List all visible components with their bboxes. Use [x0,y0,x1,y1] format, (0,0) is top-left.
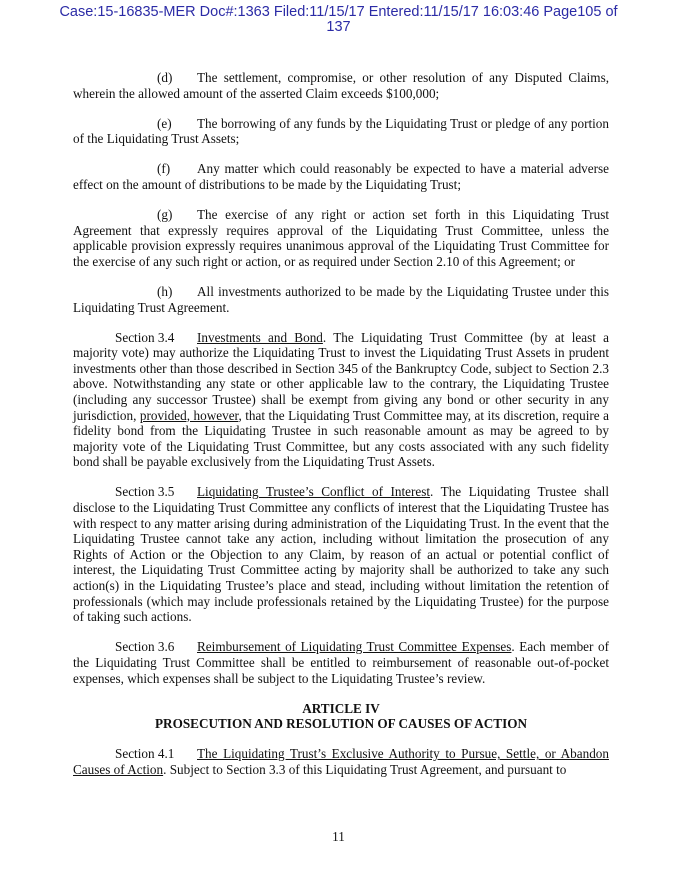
list-item [73,70,609,101]
header-line-2: 137 [326,19,351,35]
section-text: . The Liquidating Trust Committee (by at least a majority vote) may authorize the Liquidating Trust to invest the Liquidating Trust Assets in prudent investments other than those described in Section 345 of the Bankruptcy Code, subject to Section 2.3 above. Notwithstanding any state or other applicable law to the contrary, the Liquidating Trustee (including any successor Trustee) shall be exempt from giving any bond or other security in any jurisdiction, [73,329,609,423]
section-number: Section 4.1 [115,746,175,762]
section-number: Section 3.4 [115,329,175,345]
section-heading: Investments and Bond [197,329,323,345]
list-item [73,284,609,315]
section-3-4 [73,330,609,470]
item-text: All investments authorized to be made by the Liquidating Trustee under this Liquidating Trust Agreement. [73,283,609,315]
section-heading: Reimbursement of Liquidating Trust Committee Expenses [197,639,512,655]
article-number: ARTICLE IV [302,700,380,716]
list-item [73,116,609,147]
item-text: Any matter which could reasonably be expected to have a material adverse effect on the amount of distributions to be made by the Liquidating Trust; [73,161,609,192]
section-number: Section 3.6 [115,639,175,655]
document-body [73,70,609,792]
item-text: The borrowing of any funds by the Liquidating Trust or pledge of any portion of the Liquidating Trust Assets; [73,115,609,147]
item-label: (h) [157,283,173,299]
section-heading: The Liquidating Trust’s Exclusive Authority to Pursue, Settle, or Abandon Causes of Action [73,746,609,777]
section-3-5 [73,484,609,624]
item-text: The exercise of any right or action set forth in this Liquidating Trust Agreement that expressly requires approval of the Liquidating Trust Committee, unless the applicable provision expressly requires unanimous approval of the Liquidating Trust Committee for the exercise of any such right or action, or as required under Section 2.10 of this Agreement; or [73,207,609,269]
section-text: . The Liquidating Trustee shall disclose to the Liquidating Trust Committee any conflicts of interest that the Liquidating Trustee has with respect to any matter arising during administration of the Liquidating Trust. In the event that the Liquidating Trustee cannot take any action, including without limitation the prosecution of any Rights of Action or the Objection to any Claim, by reason of an actual or potential conflict of interest, the Liquidating Trust Committee acting by majority shall be authorized to take any such action(s) in the Liquidating Trustee’s place and stead, including without limitation the retention of professionals (which may include professionals retained by the Liquidating Trustee) for the purpose of taking such actions. [73,484,610,625]
section-text-continued: , that the Liquidating Trust Committee may, at its discretion, require a fidelity bond from the Liquidating Trustee in such reasonable amount as may be agreed to by majority vote of the Liquidating Trust Committee, but any costs associated with any such fidelity bond shall be payable exclusively from the Liquidating Trust Assets. [73,407,609,470]
item-label: (g) [157,207,173,223]
article-heading [73,701,609,732]
article-title: PROSECUTION AND RESOLUTION OF CAUSES OF ACTION [155,716,527,732]
list-item [73,161,609,192]
section-4-1 [73,746,609,777]
item-label: (e) [157,115,172,131]
list-item [73,207,609,269]
provided-however: provided, however [139,407,239,423]
page-number: 11 [332,829,345,844]
section-text: . Each member of the Liquidating Trust Committee shall be entitled to reimbursement of reasonable out-of-pocket expenses, which expenses shall be subject to the Liquidating Trustee’s review. [73,639,609,686]
court-filing-header [0,5,677,35]
item-label: (d) [157,70,173,85]
item-text: The settlement, compromise, or other resolution of any Disputed Claims, wherein the allowed amount of the asserted Claim exceeds $100,000; [73,70,609,101]
header-line-1: Case:15-16835-MER Doc#:1363 Filed:11/15/17 Entered:11/15/17 16:03:46 Page105 of [59,4,618,20]
section-heading: Liquidating Trustee’s Conflict of Interest [197,484,431,500]
section-text: . Subject to Section 3.3 of this Liquidating Trust Agreement, and pursuant to [163,761,567,777]
section-3-6 [73,639,609,686]
item-label: (f) [157,161,171,177]
section-number: Section 3.5 [115,484,175,500]
